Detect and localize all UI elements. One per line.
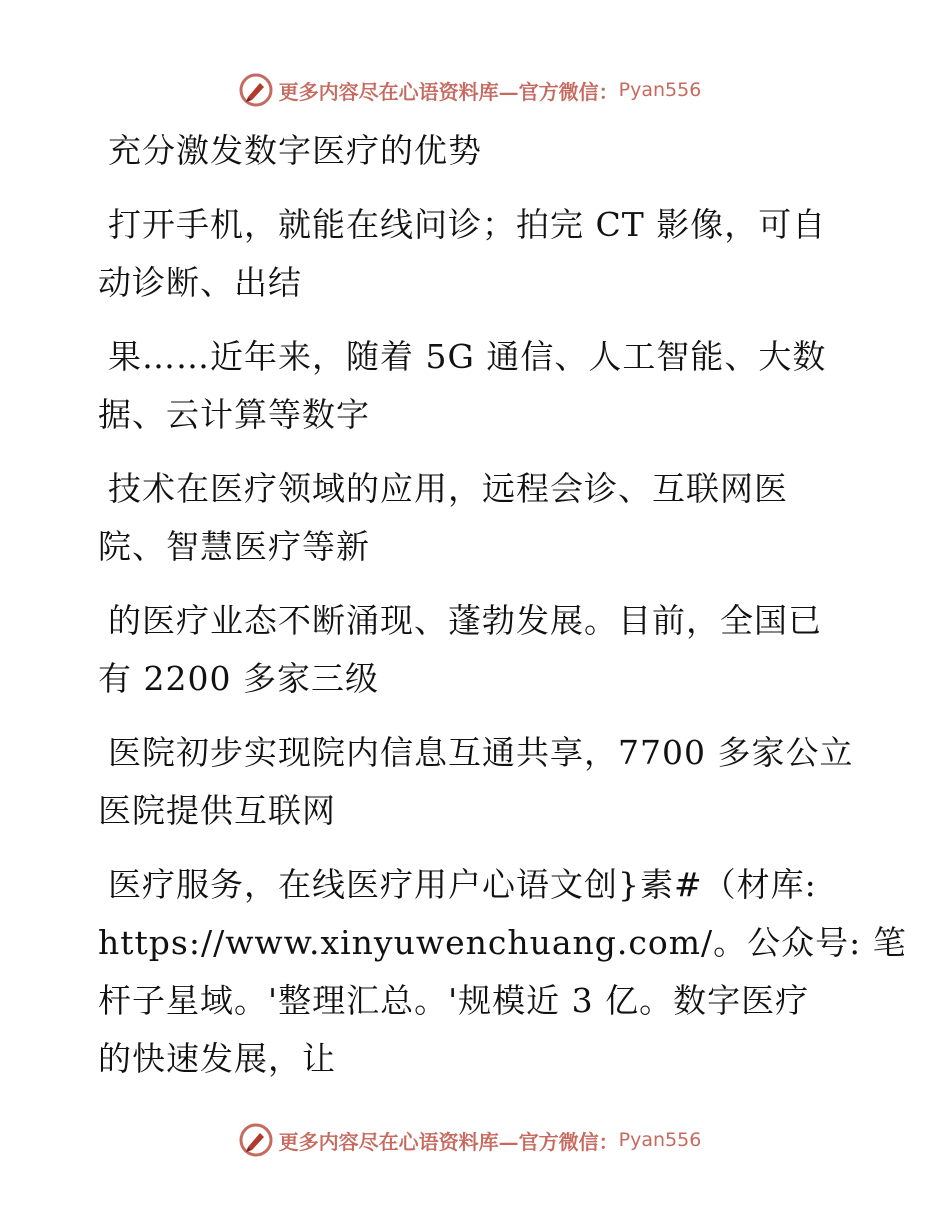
paragraph-line: 院、智慧医疗等新 — [98, 527, 370, 566]
paragraph-line: 动诊断、出结 — [98, 263, 302, 302]
paragraph-line: https://www.xinyuwenchuang.com/。公众号: 笔 — [98, 923, 907, 962]
header-banner — [0, 70, 950, 110]
banner-contact: Pyan556 — [618, 79, 702, 101]
paragraph-line: 医疗服务，在线医疗用户心语文创}素#（材库: — [108, 865, 817, 904]
paragraph-line: 打开手机，就能在线问诊；拍完 CT 影像，可自 — [108, 205, 827, 244]
paragraph-line: 的快速发展，让 — [98, 1039, 336, 1078]
paragraph-line: 医院提供互联网 — [98, 791, 336, 830]
document-body — [98, 122, 907, 1088]
banner-text: 更多内容尽在心语资料库—官方微信： — [278, 1129, 619, 1154]
paragraph-line: 医院初步实现院内信息互通共享，7700 多家公立 — [108, 733, 854, 772]
paragraph-line: 的医疗业态不断涌现、蓬勃发展。目前，全国已 — [108, 601, 822, 640]
banner-contact: Pyan556 — [618, 1129, 702, 1151]
banner-text: 更多内容尽在心语资料库—官方微信： — [278, 79, 619, 104]
footer-banner — [0, 1120, 950, 1160]
paragraph-line: 杆子星域。'整理汇总。'规模近 3 亿。数字医疗 — [98, 981, 810, 1020]
paragraph-line: 有 2200 多家三级 — [98, 659, 379, 698]
section-heading: 充分激发数字医疗的优势 — [108, 131, 482, 170]
paragraph-line: 技术在医疗领域的应用，远程会诊、互联网医 — [108, 469, 788, 508]
pen-logo-icon — [239, 73, 273, 107]
paragraph-line: 据、云计算等数字 — [98, 395, 370, 434]
paragraph-line: 果……近年来，随着 5G 通信、人工智能、大数 — [108, 337, 827, 376]
pen-logo-icon — [239, 1123, 273, 1157]
